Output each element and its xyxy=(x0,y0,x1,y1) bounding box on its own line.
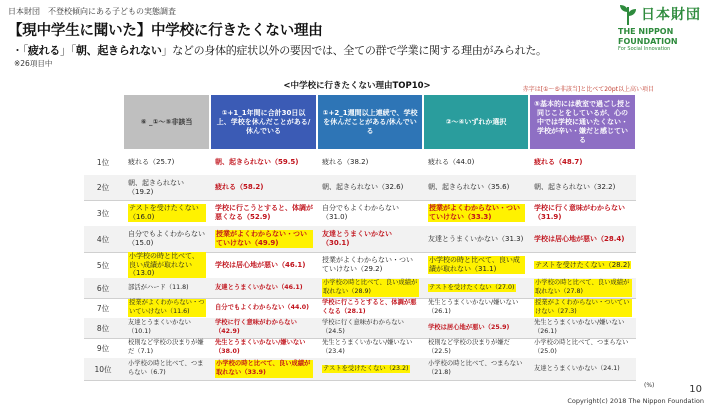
cell-text: 学校に行く意味がわからない（24.5) xyxy=(322,319,404,335)
rank-label: 7位 xyxy=(96,303,110,313)
cell-text: 朝、起きられない（59.5) xyxy=(215,158,299,167)
cell-text: 先生とうまくいかない/嫌いない（23.4) xyxy=(322,339,413,355)
cell-text: 疲れる（48.7) xyxy=(534,158,583,167)
table-cell xyxy=(211,200,317,226)
cell-text: 疲れる（44.0) xyxy=(428,158,475,167)
cell-text: 授業がよくわからない・ついていけない（27.3) xyxy=(534,299,632,316)
cell-text: 小学校の時と比べて、良い成績が取れない（27.8) xyxy=(534,279,632,296)
table-cell xyxy=(530,150,636,175)
cell-text: 授業がよくわからない・ついていけない（33.3) xyxy=(428,204,525,221)
table-cell xyxy=(124,338,210,358)
cell-text: 小学校の時と比べて、つまらない（6.7) xyxy=(128,360,204,376)
table-cell xyxy=(318,252,423,278)
table-cell xyxy=(124,252,210,278)
table-cell xyxy=(318,298,423,318)
percent-unit: (%) xyxy=(644,382,655,389)
page-subtitle xyxy=(12,42,547,58)
logo-en-line-2: FOUNDATION xyxy=(618,37,678,46)
cell-text: 先生とうまくいかない/嫌いない（26.1) xyxy=(534,319,625,335)
cell-text: 授業がよくわからない・ついていけない（11.6) xyxy=(129,299,205,315)
subtitle-bold-2: 朝、起きられない xyxy=(75,44,162,57)
table-cell xyxy=(318,338,423,358)
cell-text: 友達とうまくいかない（24.1) xyxy=(534,364,620,372)
rank-label: 9位 xyxy=(96,343,110,353)
cell-text: 小学校の時と比べて、良い成績が取れない（13.0) xyxy=(128,252,206,278)
table-cell xyxy=(124,200,210,226)
column-header-2: ①+1_1年間に合計30日以上、学校を休んだことがある/休んでいる xyxy=(211,95,316,149)
column-header-1: ⑥ _①〜⑤非該当 xyxy=(124,95,209,149)
cell-text: 学校に行く意味がわからない（42.9) xyxy=(215,319,297,335)
table-cell xyxy=(318,358,423,380)
rank-label: 1位 xyxy=(96,158,110,167)
foundation-leaf-icon xyxy=(618,4,638,26)
cell-text: 校則など学校の決まりが嫌だ（7.1) xyxy=(128,339,204,355)
table-cell xyxy=(530,200,636,226)
cell-text: 学校に行こうとすると、体調が悪くなる（28.1) xyxy=(322,299,417,315)
rank-label: 2位 xyxy=(96,183,110,192)
column-header-3: ①+2_1週間以上連続で、学校を休んだことがある/休んでいる xyxy=(318,95,422,149)
cell-text: 授業がよくわからない・ついていけない（29.2) xyxy=(322,256,413,273)
cell-text: 学校は居心地が悪い（46.1) xyxy=(215,260,306,269)
logo-tagline: For Social Innovation xyxy=(618,46,671,52)
rank-label: 8位 xyxy=(96,323,110,333)
table-cell xyxy=(211,338,317,358)
cell-text: 授業がよくわからない・ついていけない（49.9) xyxy=(215,230,313,247)
cell-text: 先生とうまくいかない/嫌いない（38.0) xyxy=(215,339,306,355)
table-cell xyxy=(424,226,529,252)
table-cell xyxy=(211,226,317,252)
table-cell xyxy=(211,358,317,380)
item-count-note: ※26項目中 xyxy=(14,59,53,68)
table-cell xyxy=(530,338,636,358)
table-cell xyxy=(318,150,423,175)
rank-label: 10位 xyxy=(94,364,112,374)
cell-text: 学校に行く意味がわからない（31.9) xyxy=(534,204,625,221)
table-cell xyxy=(124,175,210,200)
cell-text: テストを受けたくない（16.0) xyxy=(128,204,206,221)
table-cell xyxy=(424,252,529,278)
table-cell xyxy=(530,175,636,200)
cell-text: 校則など学校の決まりが嫌だ（22.5) xyxy=(428,339,510,355)
table-cell xyxy=(424,175,529,200)
table-cell xyxy=(530,278,636,298)
cell-text: 小学校の時と比べて、良い成績が取れない（31.1) xyxy=(428,256,525,273)
cell-text: 自分でもよくわからない（44.0) xyxy=(215,303,309,311)
cell-text: 先生とうまくいかない/嫌いない（26.1) xyxy=(428,299,519,315)
table-cell xyxy=(424,278,529,298)
table-cell xyxy=(530,252,636,278)
column-header-4: ②〜④いずれか選択 xyxy=(424,95,528,149)
subtitle-rest: 」などの身体的症状以外の要因では、全ての群で学業に関する理由がみられた。 xyxy=(161,44,547,57)
survey-org-line: 日本財団 不登校傾向にある子どもの実態調査 xyxy=(8,7,176,16)
table-cell xyxy=(211,298,317,318)
table-cell xyxy=(318,175,423,200)
cell-text: 朝、起きられない（32.6) xyxy=(322,183,404,192)
row-divider xyxy=(84,380,636,381)
subtitle-mid: 」「 xyxy=(60,44,76,57)
table-cell xyxy=(318,318,423,338)
table-cell xyxy=(211,252,317,278)
copyright: Copyright(c) 2018 The Nippon Foundation xyxy=(567,397,704,405)
logo-en-line-1: THE NIPPON xyxy=(618,27,674,36)
table-cell xyxy=(424,298,529,318)
table-cell xyxy=(530,358,636,380)
cell-text: 小学校の時と比べて、つまらない（21.8) xyxy=(428,360,523,376)
cell-text: 疲れる（25.7) xyxy=(128,158,175,167)
rank-label: 4位 xyxy=(96,234,110,244)
cell-text: 友達とうまくいかない（30.1) xyxy=(322,230,392,247)
page-number: 10 xyxy=(689,384,702,395)
table-cell xyxy=(530,298,636,318)
legend-note: 赤字は[①〜⑤非該当]と比べて20pt以上高い項目 xyxy=(522,86,654,93)
cell-text: テストを受けたくない（28.2) xyxy=(535,260,631,269)
table-cell xyxy=(424,150,529,175)
cell-text: 学校に行こうとすると、体調が悪くなる（52.9) xyxy=(215,204,313,221)
table-cell xyxy=(124,278,210,298)
cell-text: 小学校の時と比べて、つまらない（25.0) xyxy=(534,339,629,355)
cell-text: 疲れる（38.2) xyxy=(322,158,369,167)
cell-text: 自分でもよくわからない（15.0) xyxy=(128,230,205,247)
column-header-5: ⑤基本的には教室で過ごし授と同じことをしているが、心の中では学校に通いたくない・学校が辛い・嫌だと感じている xyxy=(530,95,635,149)
cell-text: 小学校の時と比べて、良い成績が取れない（33.9) xyxy=(215,360,313,377)
cell-text: 友達とうまくいかない（10.1) xyxy=(128,319,191,335)
cell-text: 学校は居心地が悪い（25.9) xyxy=(428,323,510,331)
table-cell xyxy=(318,278,423,298)
cell-text: 自分でもよくわからない（31.0) xyxy=(322,204,399,221)
cell-text: 部活がハード（11.8) xyxy=(128,283,189,291)
rank-label: 5位 xyxy=(96,260,110,270)
table-cell xyxy=(318,200,423,226)
subtitle-bold-1: 疲れる xyxy=(27,44,61,57)
cell-text: 小学校の時と比べて、良い成績が取れない（28.9) xyxy=(323,279,418,295)
cell-text: 学校は居心地が悪い（28.4) xyxy=(534,234,625,243)
rank-label: 6位 xyxy=(96,283,110,293)
table-cell xyxy=(530,318,636,338)
cell-text: 朝、起きられない（32.2) xyxy=(534,183,616,192)
table-cell xyxy=(211,278,317,298)
table-cell xyxy=(424,200,529,226)
table-cell xyxy=(318,226,423,252)
table-title: <中学校に行きたくない理由TOP10> xyxy=(283,81,431,91)
table-cell xyxy=(124,150,210,175)
cell-text: 朝、起きられない（19.2) xyxy=(128,178,184,196)
cell-text: テストを受けたくない（27.0) xyxy=(429,283,515,291)
table-cell xyxy=(424,358,529,380)
cell-text: 友達とうまくいかない（46.1) xyxy=(215,283,303,291)
nippon-foundation-logo xyxy=(618,4,706,60)
cell-text: 朝、起きられない（35.6) xyxy=(428,183,510,192)
subtitle-prefix: ・「 xyxy=(12,44,28,57)
cell-text: 友達とうまくいかない（31.3) xyxy=(428,234,524,243)
rank-label: 3位 xyxy=(96,208,110,218)
cell-text: テストを受けたくない（23.2) xyxy=(323,364,409,372)
table-cell xyxy=(530,226,636,252)
table-cell xyxy=(424,318,529,338)
logo-jp-text: 日本財団 xyxy=(641,6,701,23)
cell-text: 疲れる（58.2) xyxy=(215,183,264,192)
table-cell xyxy=(124,358,210,380)
table-cell xyxy=(124,298,210,318)
table-cell xyxy=(124,226,210,252)
table-cell xyxy=(124,318,210,338)
table-cell xyxy=(211,150,317,175)
table-cell xyxy=(211,318,317,338)
page-title: 【現中学生に聞いた】中学校に行きたくない理由 xyxy=(8,23,323,39)
table-cell xyxy=(211,175,317,200)
table-cell xyxy=(424,338,529,358)
